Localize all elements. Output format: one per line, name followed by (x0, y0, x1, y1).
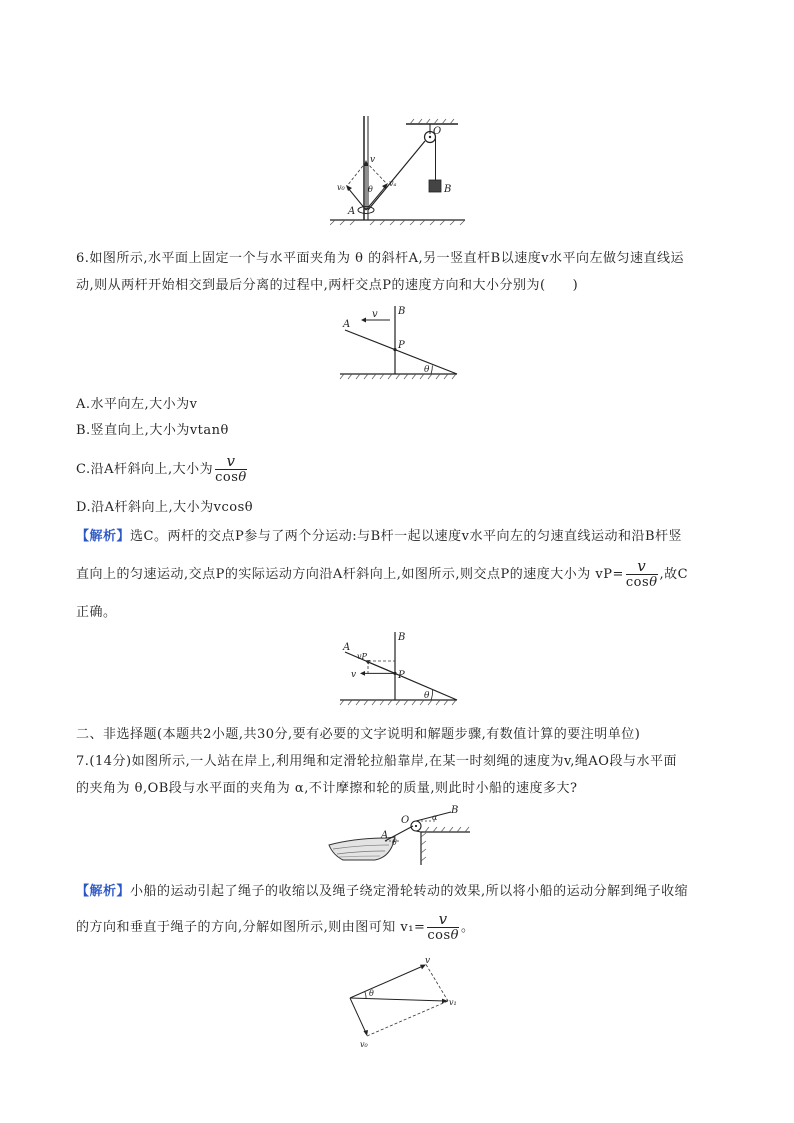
q6-fig-label-A: A (343, 319, 351, 330)
q7-fig-label-A: A (381, 830, 389, 841)
fig1-label-v: v (370, 155, 376, 165)
figure-rod-pulley (330, 110, 470, 230)
q6-solution-line1: 【解析】选C。两杆的交点P参与了两个分运动:与B杆一起以速度v水平向左的匀速直线运动和沿B杆竖 (76, 529, 683, 544)
q6-stem-line1: 6.如图所示,水平面上固定一个与水平面夹角为 θ 的斜杆A,另一竖直杆B以速度v水平向左做匀速直线运 (76, 251, 685, 266)
section-2-title: 二、非选择题(本题共2小题,共30分,要有必要的文字说明和解题步骤,有数值计算的要注明单位) (76, 727, 641, 742)
q6-solution-fraction: $\frac{v}{\cos\theta}$ (625, 557, 658, 590)
q7-stem-line2: 的夹角为 θ,OB段与水平面的夹角为 α,不计摩擦和轮的质量,则此时小船的速度多大? (76, 781, 578, 796)
q6-sol-fig-label-B: B (398, 632, 406, 643)
fig1-label-v0: v₀ (337, 183, 345, 192)
q6-sol-fig-label-P: P (398, 670, 405, 681)
q6-sol-fig-label-v: v (351, 670, 357, 680)
q7-stem-line1: 7.(14分)如图所示,一人站在岸上,利用绳和定滑轮拉船靠岸,在某一时刻绳的速度为v,绳AO段与水平面 (76, 754, 677, 769)
q6-fig-label-v: v (372, 309, 378, 320)
q6-solution-tag: 【解析】 (76, 529, 131, 544)
fig1-label-A: A (348, 206, 356, 217)
q6-fig-label-theta: θ (424, 365, 430, 375)
q6-option-c (76, 452, 249, 488)
q6-fig-label-B: B (398, 306, 406, 317)
q7-solution-line2: 的方向和垂直于绳子的方向,分解如图所示,则由图可知 v₁= $\frac{v}{\cos\theta}$ 。 (76, 910, 475, 943)
figure-q7-solution (340, 955, 465, 1050)
q6-sol-fig-label-theta: θ (424, 691, 430, 701)
q7-solution-line1: 【解析】小船的运动引起了绳子的收缩以及绳子绕定滑轮转动的效果,所以将小船的运动分解到绳子收缩 (76, 884, 689, 899)
fig1-label-O: O (433, 126, 442, 137)
fig1-label-theta: θ (368, 185, 373, 194)
q6-option-c-prefix: C.沿A杆斜向上,大小为 (76, 462, 214, 477)
q6-sol-fig-label-vP: vP (357, 652, 367, 661)
q6-option-a: A.水平向左,大小为v (76, 397, 198, 412)
q7-sol-fig-label-v: v (425, 956, 431, 966)
q6-solution-line3: 正确。 (76, 605, 117, 620)
q7-sol-fig-label-theta: θ (369, 989, 374, 998)
q7-solution-fraction: $\frac{v}{\cos\theta}$ (427, 910, 459, 943)
q7-solution-tag: 【解析】 (76, 884, 131, 899)
q7-fig-label-alpha: α (432, 813, 438, 822)
q6-option-d: D.沿A杆斜向上,大小为vcosθ (76, 500, 254, 515)
q6-option-b: B.竖直向上,大小为vtanθ (76, 423, 229, 438)
q6-fig-label-P: P (398, 340, 405, 351)
q6-stem-line2: 动,则从两杆开始相交到最后分离的过程中,两杆交点P的速度方向和大小分别为( ) (76, 278, 579, 293)
figure-q7-boat-pulley (325, 805, 475, 870)
q7-sol-fig-label-v1: v₁ (449, 998, 457, 1007)
q6-solution-line2: 直向上的匀速运动,交点P的实际运动方向沿A杆斜向上,如图所示,则交点P的速度大小为 vP= $\frac{v}{\cos\theta}$ ,故C (76, 557, 689, 590)
q7-fig-label-B: B (451, 805, 459, 816)
q6-sol-fig-label-A: A (343, 642, 351, 653)
fig1-label-B: B (444, 184, 452, 195)
figure-q6-solution (335, 628, 465, 708)
q6-option-c-fraction: $\frac{v}{\cos\theta}$ (215, 452, 247, 485)
q7-fig-label-O: O (401, 815, 410, 826)
q7-fig-label-theta: θ (392, 838, 397, 847)
q7-sol-fig-label-v0: v₀ (360, 1040, 368, 1049)
figure-q6-rods (335, 302, 465, 382)
fig1-label-va: vₐ (389, 179, 397, 188)
